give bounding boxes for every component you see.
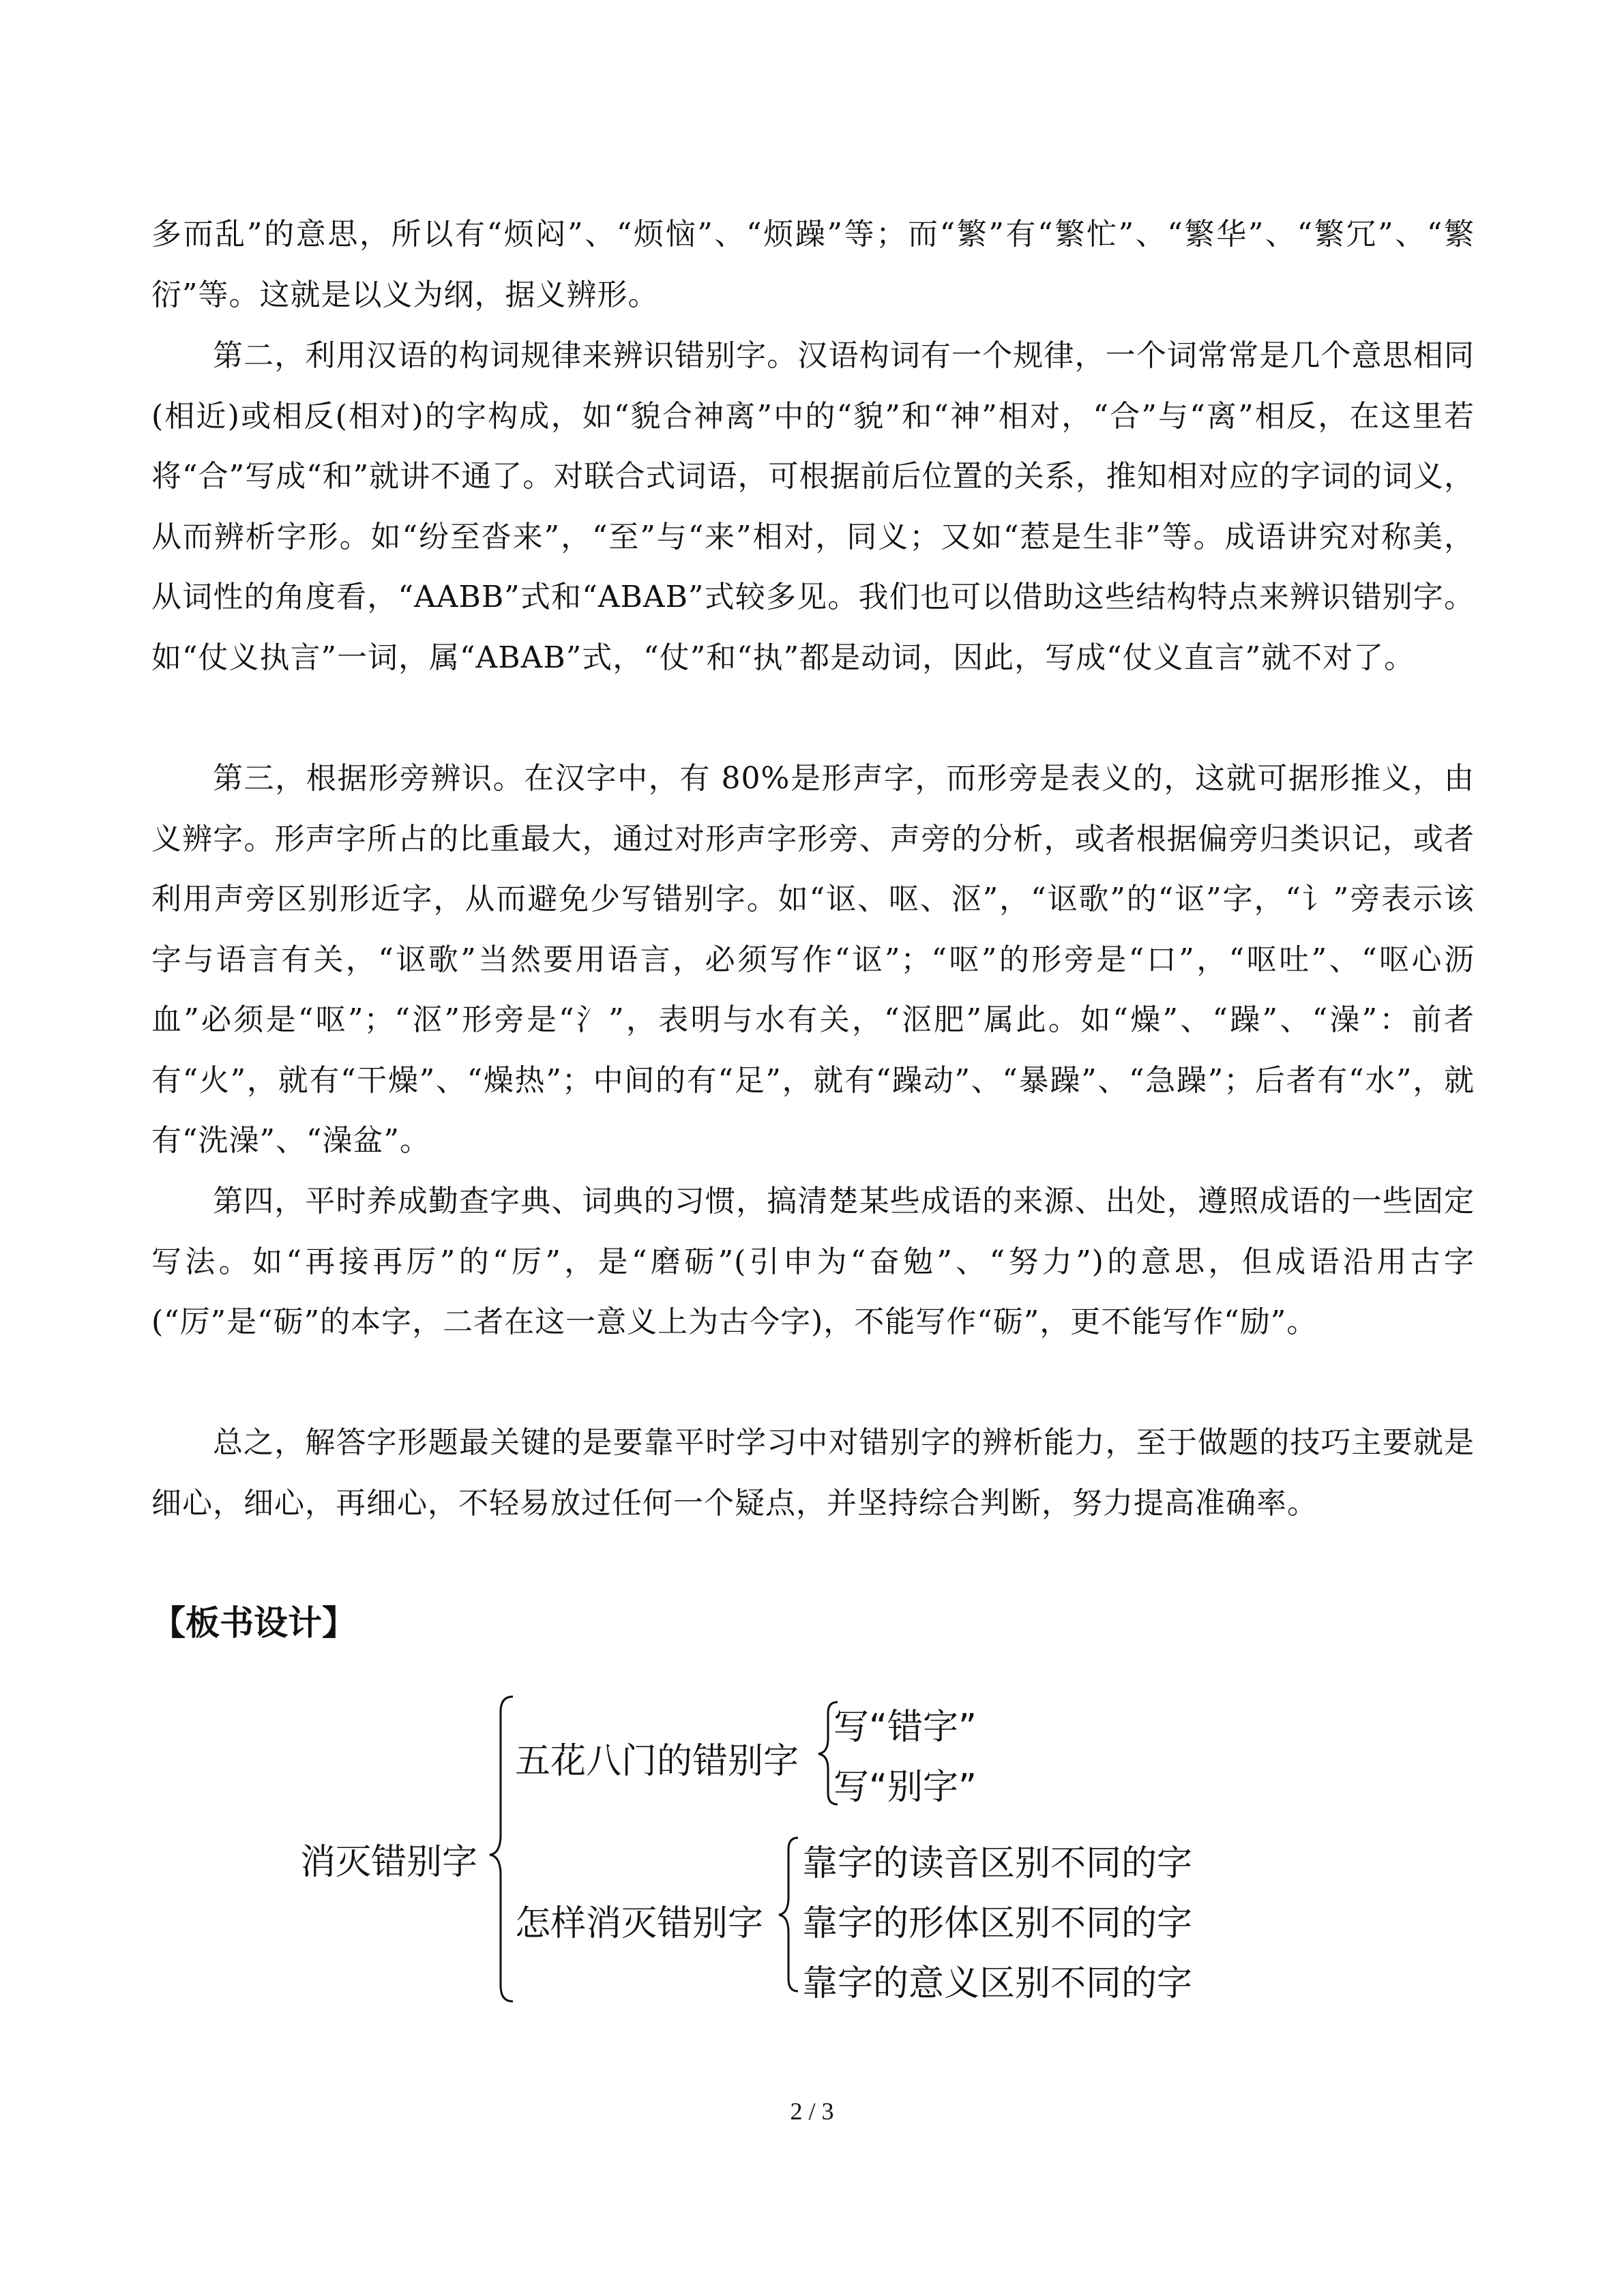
page-number: 2 / 3 <box>790 2098 834 2125</box>
diagram-branch2-item-2: 靠字的形体区别不同的字 <box>802 1903 1193 1944</box>
diagram-branch2-item-1: 靠字的读音区别不同的字 <box>802 1843 1193 1884</box>
branch2-brace <box>779 1838 798 1991</box>
paragraph-continuation: 多而乱”的意思，所以有“烦闷”、“烦恼”、“烦躁”等；而“繁”有“繁忙”、“繁华”、“繁冗”、“繁衍”等。这就是以义为纲，据义辨形。 <box>151 217 1475 312</box>
section-heading-board-design: 【板书设计】 <box>151 1603 356 1643</box>
paragraph-conclusion: 总之，解答字形题最关键的是要靠平时学习中对错别字的辨析能力，至于做题的技巧主要就是细心，细心，再细心，不轻易放过任何一个疑点，并坚持综合判断，努力提高准确率。 <box>151 1425 1475 1521</box>
paragraph-second-method: 第二，利用汉语的构词规律来辨识错别字。汉语构词有一个规律，一个词常常是几个意思相同(相近)或相反(相对)的字构成，如“貌合神离”中的“貌”和“神”相对，“合”与“离”相反，在这里若将“合”写成“和”就讲不通了。对联合式词语，可根据前后位置的关系，推知相对应的字词的词义，从而辨析字形。如“纷至沓来”，“至”与“来”相对，同义；又如“惹是生非”等。成语讲究对称美，从词性的角度看，“AABB”式和“ABAB”式较多见。我们也可以借助这些结构特点来辨识错别字。如“仗义执言”一词，属“ABAB”式，“仗”和“执”都是动词，因此，写成“仗义直言”就不对了。 <box>151 338 1475 675</box>
paragraph-third-method: 第三，根据形旁辨识。在汉字中，有 80%是形声字，而形旁是表义的，这就可据形推义，由义辨字。形声字所占的比重最大，通过对形声字形旁、声旁的分析，或者根据偏旁归类识记，或者利用声旁区别形近字，从而避免少写错别字。如“讴、呕、沤”，“讴歌”的“讴”字，“讠”旁表示该字与语言有关，“讴歌”当然要用语言，必须写作“讴”；“呕”的形旁是“口”，“呕吐”、“呕心沥血”必须是“呕”；“沤”形旁是“氵”，表明与水有关，“沤肥”属此。如“燥”、“躁”、“澡”：前者有“火”，就有“干燥”、“燥热”；中间的有“足”，就有“躁动”、“暴躁”、“急躁”；后者有“水”，就有“洗澡”、“澡盆”。 <box>151 761 1475 1158</box>
diagram-root-label: 消灭错别字 <box>300 1842 478 1883</box>
diagram-branch2-item-3: 靠字的意义区别不同的字 <box>802 1963 1193 2004</box>
root-brace <box>490 1697 513 2001</box>
paragraph-fourth-method: 第四，平时养成勤查字典、词典的习惯，搞清楚某些成语的来源、出处，遵照成语的一些固定写法。如“再接再厉”的“厉”，是“磨砺”(引申为“奋勉”、“努力”)的意思，但成语沿用古字(“厉”是“砺”的本字，二者在这一意义上为古今字)，不能写作“砺”，更不能写作“励”。 <box>151 1184 1475 1339</box>
diagram-branch1-item-1: 写“错字” <box>833 1707 977 1748</box>
diagram-branch1-label: 五花八门的错别字 <box>515 1741 799 1782</box>
diagram-branch2-label: 怎样消灭错别字 <box>515 1903 764 1944</box>
diagram-branch1-item-2: 写“别字” <box>833 1767 977 1808</box>
